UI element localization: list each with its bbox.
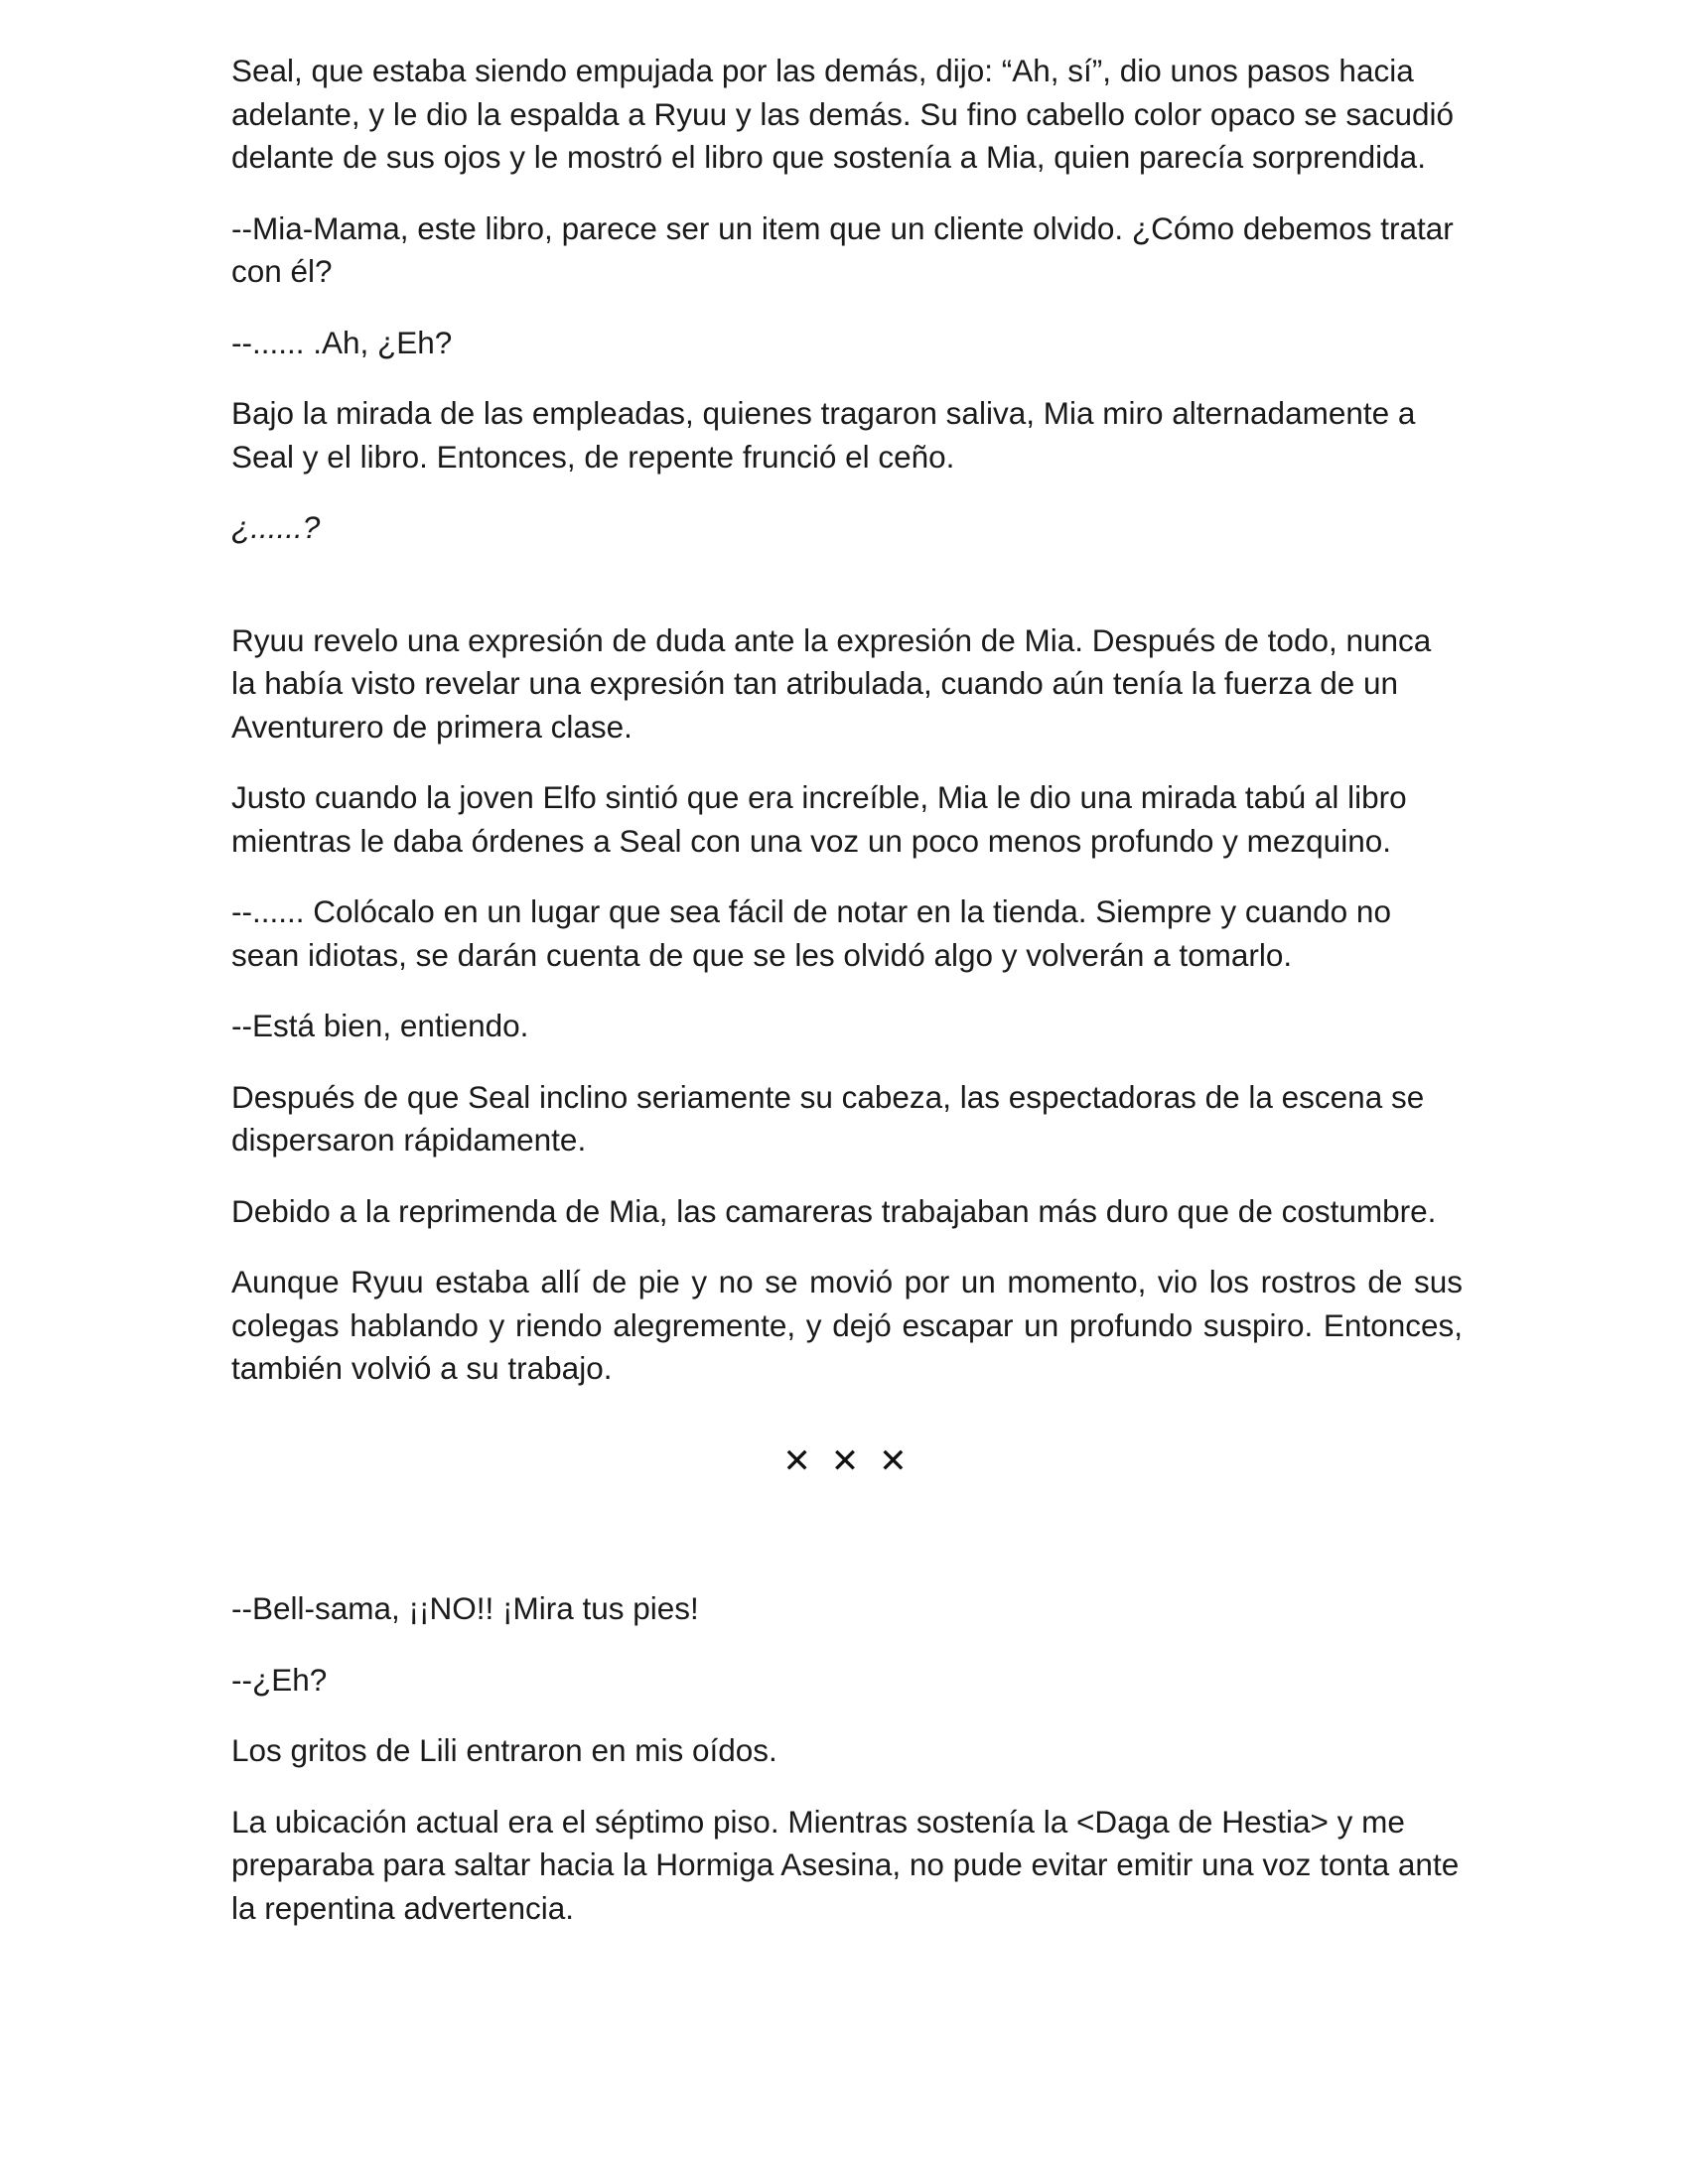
dialogue-line: --¿Eh?: [231, 1661, 328, 1698]
paragraph: Los gritos de Lili entraron en mis oídos.: [231, 1732, 777, 1768]
document-page: [231, 50, 1463, 1958]
paragraph: Justo cuando la joven Elfo sintió que era increíble, Mia le dio una mirada tabú al libro mientras le daba órdenes a Seal con una voz un poco menos profundo y mezquino.: [231, 779, 1407, 859]
paragraph: La ubicación actual era el séptimo piso. Mientras sostenía la <Daga de Hestia> y me preparaba para saltar hacia la Hormiga Asesina, no pude evitar emitir una voz tonta ante la repentina advertencia.: [231, 1803, 1460, 1926]
paragraph: Ryuu revelo una expresión de duda ante la expresión de Mia. Después de todo, nunca la había visto revelar una expresión tan atribulada, cuando aún tenía la fuerza de un Aventurero de primera clase.: [231, 621, 1432, 745]
dialogue-line: --...... .Ah, ¿Eh?: [231, 324, 453, 360]
paragraph: Seal, que estaba siendo empujada por las demás, dijo: “Ah, sí”, dio unos pasos hacia adelante, y le dio la espalda a Ryuu y las demás. Su fino cabello color opaco se sacudió delante de sus ojos y le mostró el libro que sostenía a Mia, quien parecía sorprendida.: [231, 53, 1455, 175]
paragraph: Bajo la mirada de las empleadas, quienes tragaron saliva, Mia miro alternadamente a Seal y el libro. Entonces, de repente frunció el ceño.: [231, 395, 1416, 475]
paragraph: Aunque Ryuu estaba allí de pie y no se movió por un momento, vio los rostros de sus colegas hablando y riendo alegremente, y dejó escapar un profundo suspiro. Entonces, también volvió a su trabajo.: [231, 1264, 1463, 1386]
italic-thought-line: ¿......?: [231, 509, 321, 545]
dialogue-line: --Está bien, entiendo.: [231, 1008, 529, 1043]
paragraph: Después de que Seal inclino seriamente su cabeza, las espectadoras de la escena se dispersaron rápidamente.: [231, 1078, 1425, 1158]
dialogue-line: --...... Colócalo en un lugar que sea fácil de notar en la tienda. Siempre y cuando no sean idiotas, se darán cuenta de que se les olvidó algo y volverán a tomarlo.: [231, 893, 1391, 973]
paragraph: Debido a la reprimenda de Mia, las camareras trabajaban más duro que de costumbre.: [231, 1192, 1437, 1229]
scene-break-separator: ✕ ✕ ✕: [782, 1440, 912, 1481]
dialogue-line: --Mia-Mama, este libro, parece ser un item que un cliente olvido. ¿Cómo debemos tratar con él?: [231, 209, 1454, 289]
dialogue-line: --Bell-sama, ¡¡NO!! ¡Mira tus pies!: [231, 1590, 699, 1626]
